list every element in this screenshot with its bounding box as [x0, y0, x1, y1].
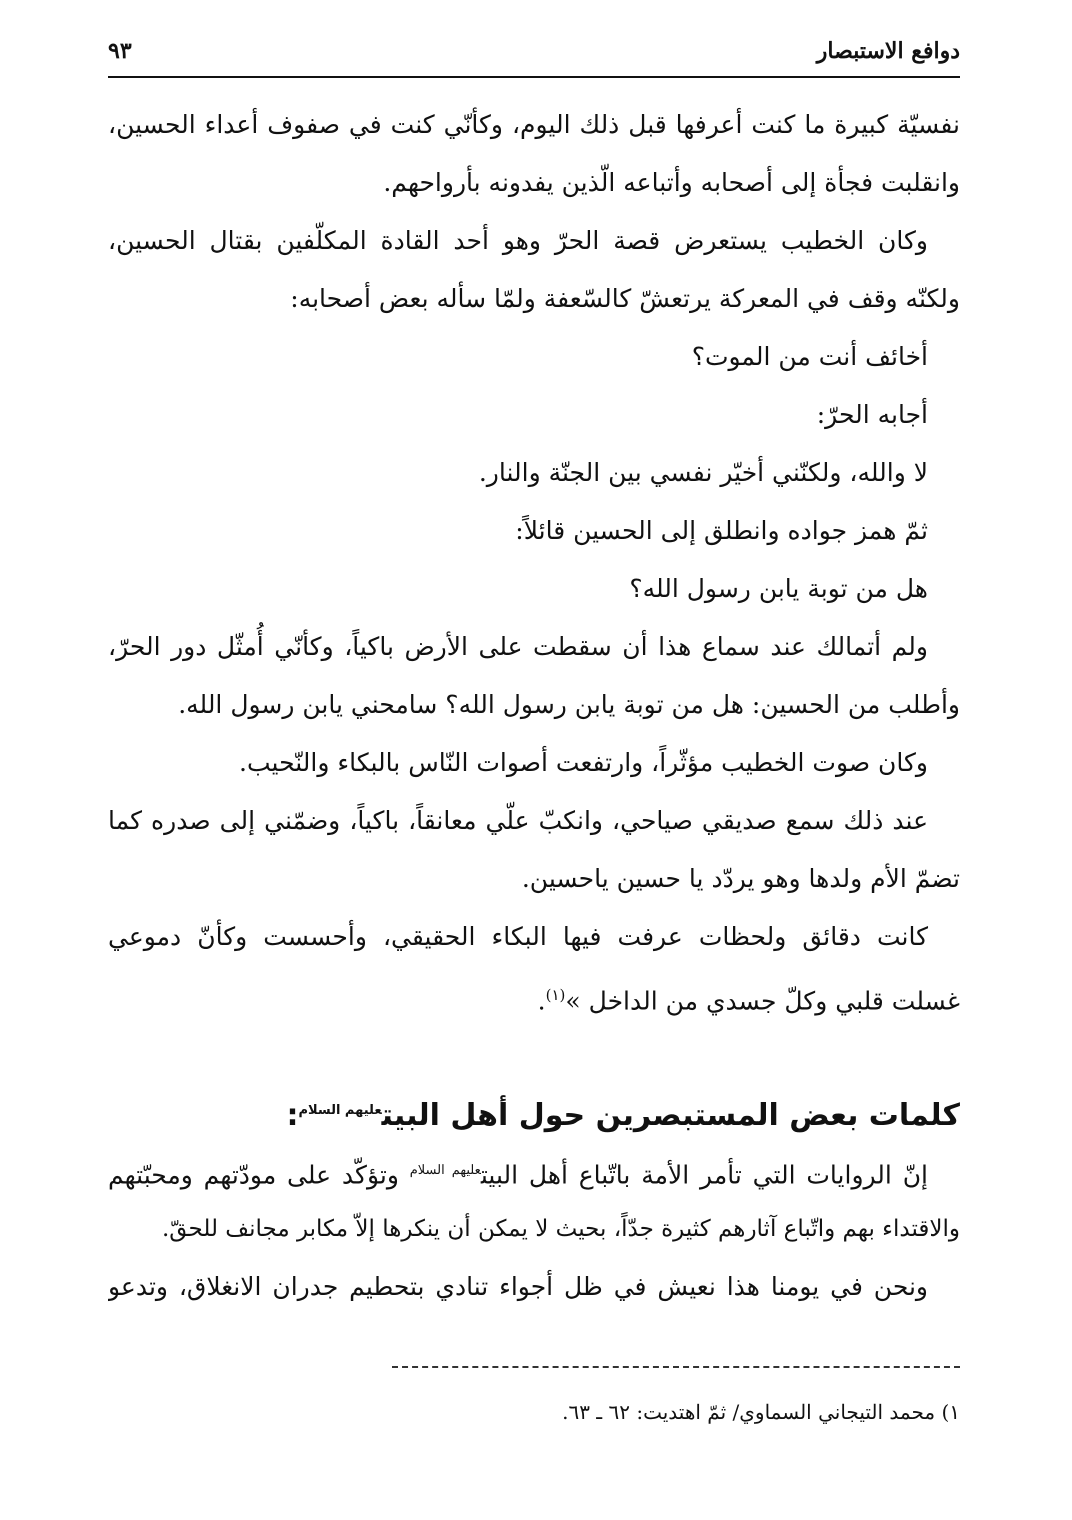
section-heading — [108, 1080, 960, 1142]
text-line: ولكنّه وقف في المعركة يرتعشّ كالسّعفة ولمّا سأله بعض أصحابه: — [290, 284, 960, 313]
section-heading-text: كلمات بعض المستبصرين حول أهل البيت — [381, 1098, 960, 1133]
footnote: ١) محمد التيجاني السماوي/ ثمّ اهتديت: ٦٢ ـ ٦٣. — [562, 1400, 960, 1424]
text-line: لا والله، ولكنّني أخيّر نفسي بين الجنّة والنار. — [478, 458, 928, 487]
text-line: أجابه الحرّ: — [816, 400, 928, 429]
footnote-reference: (١) — [545, 986, 566, 1004]
text-line: وكان الخطيب يستعرض قصة الحرّ وهو أحد القادة المكلّفين بقتال الحسين، — [108, 226, 928, 255]
text-line-part: إنّ الروايات التي تأمر الأمة باتّباع أهل البيت — [480, 1160, 929, 1190]
text-line: كانت دقائق ولحظات عرفت فيها البكاء الحقيقي، وأحسست وكأنّ دموعي — [108, 922, 928, 951]
text-line — [108, 966, 960, 1024]
text-line: هل من توبة يابن رسول الله؟ — [629, 574, 928, 603]
footnote-divider — [392, 1366, 960, 1368]
text-line: وانقلبت فجأة إلى أصحابه وأتباعه الّذين يفدونه بأرواحهم. — [383, 168, 960, 197]
body-text — [108, 96, 960, 1316]
text-line: وكان صوت الخطيب مؤثّراً، وارتفعت أصوات النّاس بالبكاء والنّحيب. — [239, 748, 928, 777]
text-line: عند ذلك سمع صديقي صياحي، وانكبّ علّي معانقاً، باكياً، وضمّني إلى صدره كما — [108, 806, 928, 835]
blessing-glyph: عليهم السلام — [298, 1103, 382, 1118]
blessing-glyph: عليهم السلام — [409, 1163, 481, 1178]
text-line: وأطلب من الحسين: هل من توبة يابن رسول الله؟ سامحني يابن رسول الله. — [178, 690, 960, 719]
text-line-end: . — [537, 986, 546, 1016]
text-line — [108, 1142, 960, 1200]
text-line: ولم أتمالك عند سماع هذا أن سقطت على الأرض باكياً، وكأنّي أُمثّل دور الحرّ، — [108, 632, 928, 661]
text-line-part: وتؤكّد على مودّتهم ومحبّتهم — [108, 1160, 410, 1190]
text-line: والاقتداء بهم واتّباع آثارهم كثيرة جدّاً، بحيث لا يمكن أن ينكرها إلاّ مكابر مجانف للحقّ. — [161, 1216, 960, 1242]
text-line: أخائف أنت من الموت؟ — [691, 342, 928, 371]
text-line-content: غسلت قلبي وكلّ جسدي من الداخل » — [565, 986, 960, 1016]
text-line: نفسيّة كبيرة ما كنت أعرفها قبل ذلك اليوم، وكأنّي كنت في صفوف أعداء الحسين، — [108, 110, 960, 139]
text-line: تضمّ الأم ولدها وهو يردّد يا حسين ياحسين. — [521, 864, 960, 893]
text-line: ثمّ همز جواده وانطلق إلى الحسين قائلاً: — [515, 516, 928, 545]
text-line: ونحن في يومنا هذا نعيش في ظل أجواء تنادي بتحطيم جدران الانغلاق، وتدعو — [108, 1272, 928, 1301]
chapter-title: دوافع الاستبصار — [816, 38, 960, 64]
section-spacer — [108, 1024, 960, 1080]
running-header — [108, 36, 960, 78]
section-heading-colon: : — [286, 1098, 299, 1133]
page-number: ٩٣ — [108, 38, 132, 64]
